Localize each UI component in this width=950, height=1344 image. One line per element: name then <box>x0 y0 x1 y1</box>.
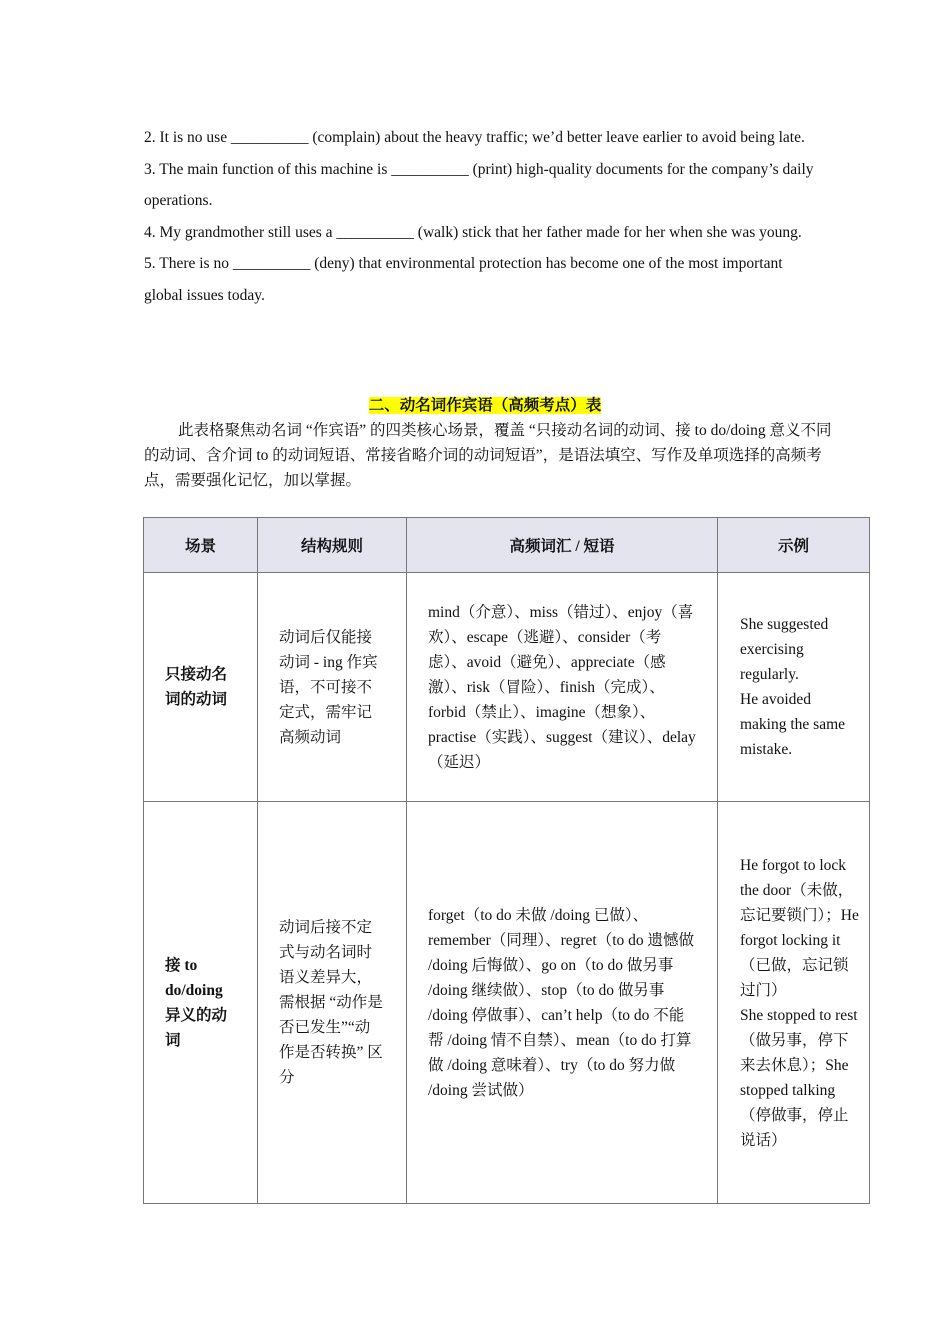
gerund-object-table <box>143 517 870 1204</box>
header-rule: 结构规则 <box>258 518 407 573</box>
section-intro: 此表格聚焦动名词 “作宾语” 的四类核心场景，覆盖 “只接动名词的动词、接 to do/doing 意义不同的动词、含介词 to 的动词短语、常接省略介词的动词短语”，是语法填空、写作及单项选择的高频考点，需要强化记忆，加以掌握。 <box>144 422 832 489</box>
exercise-item: 3. The main function of this machine is __________ (print) high-quality documents for the company’s daily operations. <box>144 160 814 209</box>
header-example: 示例 <box>718 518 870 573</box>
section-title-text: 二、动名词作宾语（高频考点）表 <box>368 397 602 414</box>
example-line: He forgot to lock the door（未做，忘记要锁门）；He forgot locking it（已做，忘记锁过门） <box>740 856 859 999</box>
example-cell <box>718 802 870 1204</box>
exercise-list <box>144 122 824 311</box>
exercise-item: 5. There is no __________ (deny) that environmental protection has become one of the most important global issues today. <box>144 255 783 304</box>
vocab-cell: forget（to do 未做 /doing 已做）、remember（同理）、regret（to do 遗憾做 /doing 后悔做）、go on（to do 做另事 /doing 继续做）、stop（to do 做另事 /doing 停做事）、can’t help（to do 不能帮 /doing 情不自禁）、mean（to do 打算做 /doing 意味着）、try（to do 努力做 /doing 尝试做） <box>407 802 718 1204</box>
example-line: He avoided making the same mistake. <box>740 691 846 758</box>
example-line: She suggested exercising regularly. <box>740 616 829 683</box>
exercise-item: 2. It is no use __________ (complain) about the heavy traffic; we’d better leave earlier to avoid being late. <box>144 129 805 146</box>
scene-cell: 只接动名词的动词 <box>144 573 258 802</box>
section-title <box>0 393 950 415</box>
table-row <box>144 573 870 802</box>
vocab-cell: mind（介意）、miss（错过）、enjoy（喜欢）、escape（逃避）、consider（考虑）、avoid（避免）、appreciate（感激）、risk（冒险）、finish（完成）、forbid（禁止）、imagine（想象）、practise（实践）、suggest（建议）、delay（延迟） <box>407 573 718 802</box>
rule-cell: 动词后仅能接动词 - ing 作宾语，不可接不定式，需牢记高频动词 <box>258 573 407 802</box>
example-cell <box>718 573 870 802</box>
example-line: She stopped to rest（做另事，停下来去休息）；She stopped talking（停做事，停止说话） <box>740 1006 858 1149</box>
header-vocab: 高频词汇 / 短语 <box>407 518 718 573</box>
header-scene: 场景 <box>144 518 258 573</box>
exercise-item: 4. My grandmother still uses a __________ (walk) stick that her father made for her when she was young. <box>144 223 802 241</box>
table-row <box>144 802 870 1204</box>
rule-cell: 动词后接不定式与动名词时语义差异大，需根据 “动作是否已发生”“动作是否转换” 区分 <box>258 802 407 1204</box>
scene-cell: 接 to do/doing 异义的动词 <box>144 802 258 1204</box>
table-header-row <box>144 518 870 573</box>
